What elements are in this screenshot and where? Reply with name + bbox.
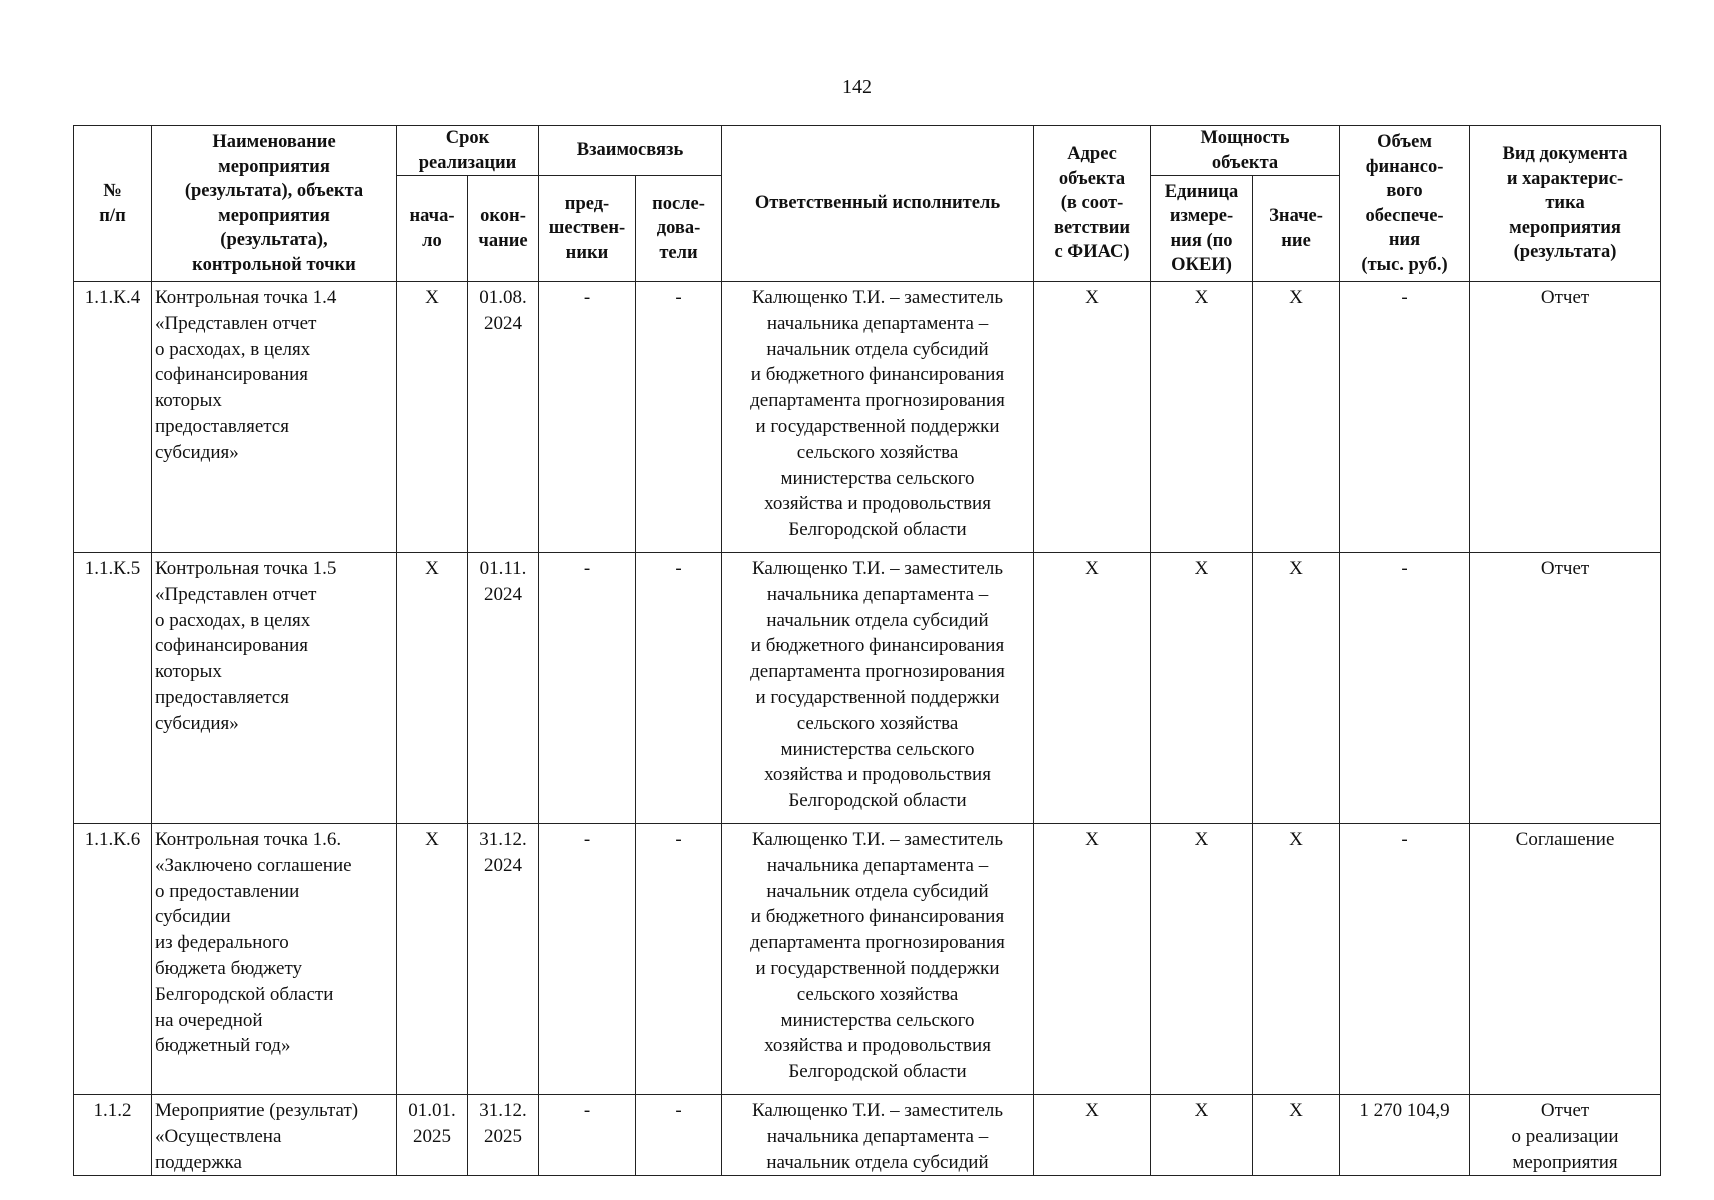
table-row [74,282,1661,553]
row-start: X [397,824,468,1095]
header-address: Адрес объекта (в соот- ветствии с ФИАС) [1034,126,1151,282]
row-end: 01.11. 2024 [468,553,539,824]
row-value: X [1253,824,1340,1095]
row-prev: - [539,553,636,824]
row-doc: Отчет [1470,282,1661,553]
row-address: X [1034,282,1151,553]
row-name: Мероприятие (результат) «Осуществлена поддержка [152,1095,397,1176]
row-end: 31.12. 2025 [468,1095,539,1176]
row-next: - [636,553,722,824]
row-num: 1.1.К.5 [74,553,152,824]
row-unit: X [1151,282,1253,553]
row-end: 01.08. 2024 [468,282,539,553]
header-capacity: Мощность объекта [1151,126,1340,176]
row-num: 1.1.К.6 [74,824,152,1095]
row-unit: X [1151,824,1253,1095]
row-value: X [1253,1095,1340,1176]
header-link: Взаимосвязь [539,126,722,176]
row-address: X [1034,824,1151,1095]
row-next: - [636,824,722,1095]
header-link-next: после- дова- тели [636,176,722,282]
header-link-prev: пред- шествен- ники [539,176,636,282]
page-number: 142 [842,76,872,98]
table-row [74,1095,1661,1176]
row-address: X [1034,553,1151,824]
row-doc: Отчет [1470,553,1661,824]
table-row [74,824,1661,1095]
row-executor: Калющенко Т.И. – заместитель начальника департамента – начальник отдела субсидий и бюджетного финансирования департамента прогнозирования и государственной поддержки сельского хозяйства министерства сельского хозяйства и продовольствия Белгородской области [722,553,1034,824]
row-num: 1.1.К.4 [74,282,152,553]
row-start: X [397,553,468,824]
row-unit: X [1151,1095,1253,1176]
header-doc: Вид документа и характерис- тика мероприятия (результата) [1470,126,1661,282]
header-name: Наименование мероприятия (результата), объекта мероприятия (результата), контрольной точки [152,126,397,282]
row-name: Контрольная точка 1.6. «Заключено соглашение о предоставлении субсидии из федерального бюджета бюджету Белгородской области на очередной бюджетный год» [152,824,397,1095]
table-row [74,553,1661,824]
row-finance: - [1340,553,1470,824]
header-term: Срок реализации [397,126,539,176]
header-finance: Объем финансо- вого обеспече- ния (тыс. руб.) [1340,126,1470,282]
row-prev: - [539,1095,636,1176]
header-capacity-unit: Единица измере- ния (по ОКЕИ) [1151,176,1253,282]
row-finance: - [1340,824,1470,1095]
row-end: 31.12. 2024 [468,824,539,1095]
row-address: X [1034,1095,1151,1176]
row-finance: 1 270 104,9 [1340,1095,1470,1176]
header-capacity-value: Значе- ние [1253,176,1340,282]
row-prev: - [539,824,636,1095]
row-value: X [1253,553,1340,824]
header-executor: Ответственный исполнитель [722,126,1034,282]
row-doc: Отчет о реализации мероприятия [1470,1095,1661,1176]
row-start: 01.01. 2025 [397,1095,468,1176]
row-next: - [636,1095,722,1176]
activities-table [73,125,1661,1176]
row-start: X [397,282,468,553]
row-executor: Калющенко Т.И. – заместитель начальника департамента – начальник отдела субсидий и бюджетного финансирования департамента прогнозирования и государственной поддержки сельского хозяйства министерства сельского хозяйства и продовольствия Белгородской области [722,282,1034,553]
row-value: X [1253,282,1340,553]
row-next: - [636,282,722,553]
row-finance: - [1340,282,1470,553]
row-num: 1.1.2 [74,1095,152,1176]
row-executor: Калющенко Т.И. – заместитель начальника департамента – начальник отдела субсидий [722,1095,1034,1176]
row-executor: Калющенко Т.И. – заместитель начальника департамента – начальник отдела субсидий и бюджетного финансирования департамента прогнозирования и государственной поддержки сельского хозяйства министерства сельского хозяйства и продовольствия Белгородской области [722,824,1034,1095]
row-unit: X [1151,553,1253,824]
row-name: Контрольная точка 1.4 «Представлен отчет о расходах, в целях софинансирования которых предоставляется субсидия» [152,282,397,553]
header-term-end: окон- чание [468,176,539,282]
header-num: № п/п [74,126,152,282]
row-doc: Соглашение [1470,824,1661,1095]
header-term-start: нача- ло [397,176,468,282]
row-name: Контрольная точка 1.5 «Представлен отчет о расходах, в целях софинансирования которых предоставляется субсидия» [152,553,397,824]
row-prev: - [539,282,636,553]
